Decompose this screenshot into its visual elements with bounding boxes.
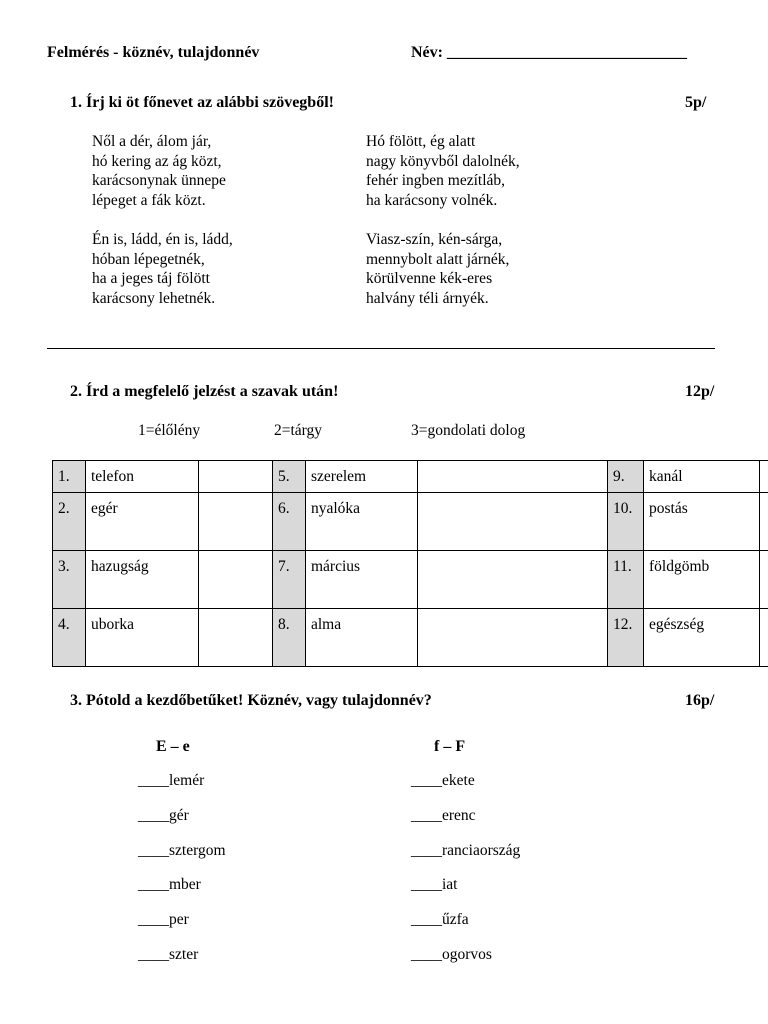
legend-abstract: 3=gondolati dolog [411, 422, 526, 439]
item-number-text: 7. [278, 558, 290, 575]
q1-points: 5p/ [685, 94, 707, 111]
poem-stanza-4 [366, 230, 509, 308]
item-word: hazugság [86, 551, 199, 609]
fill-blank-item[interactable]: ____sztergom [138, 842, 226, 859]
fill-blank-item[interactable]: ____lemér [138, 772, 205, 789]
item-number-text: 6. [278, 500, 290, 517]
table-row [53, 461, 768, 493]
legend-object: 2=tárgy [274, 422, 323, 439]
poem-line: karácsony lehetnék. [92, 289, 216, 307]
poem-line: hó kering az ág közt, [92, 152, 222, 170]
item-word: egészség [644, 609, 760, 667]
item-number [53, 551, 86, 609]
fill-blank-item[interactable]: ____mber [138, 876, 201, 893]
item-number [53, 609, 86, 667]
poem-stanza-1 [92, 132, 226, 210]
item-word: szerelem [306, 461, 418, 493]
item-number [608, 493, 644, 551]
poem-stanza-2 [366, 132, 520, 210]
answer-cell[interactable] [418, 609, 608, 667]
item-word: uborka [86, 609, 199, 667]
answer-line[interactable] [47, 348, 715, 349]
right-column-header: f – F [434, 738, 466, 755]
fill-blank-item[interactable]: ____ranciaország [411, 842, 521, 859]
poem-line: lépeget a fák közt. [92, 191, 206, 209]
item-number-text: 2. [58, 500, 70, 517]
fill-blank-item[interactable]: ____szter [138, 946, 199, 963]
item-number [273, 551, 306, 609]
item-number [53, 493, 86, 551]
item-number-text: 1. [58, 468, 70, 485]
q1-heading: 1. Írj ki öt főnevet az alábbi szövegből! [70, 94, 334, 111]
item-number-text: 10. [613, 500, 633, 517]
item-word: március [306, 551, 418, 609]
table-row [53, 551, 768, 609]
fill-blank-item[interactable]: ____iat [411, 876, 458, 893]
item-number-text: 5. [278, 468, 290, 485]
answer-cell[interactable] [760, 551, 768, 609]
answer-cell[interactable] [199, 609, 273, 667]
item-number [608, 609, 644, 667]
item-word: postás [644, 493, 760, 551]
item-word: telefon [86, 461, 199, 493]
item-word: földgömb [644, 551, 760, 609]
poem-line: Én is, ládd, én is, ládd, [92, 231, 233, 248]
item-number-text: 11. [613, 558, 632, 575]
answer-cell[interactable] [199, 461, 273, 493]
poem-line: nagy könyvből dalolnék, [366, 152, 520, 170]
answer-cell[interactable] [760, 493, 768, 551]
poem-line: karácsonynak ünnepe [92, 172, 226, 189]
q3-heading: 3. Pótold a kezdőbetűket! Köznév, vagy tulajdonnév? [70, 692, 432, 709]
worksheet-title: Felmérés - köznév, tulajdonnév [47, 44, 260, 61]
answer-cell[interactable] [199, 551, 273, 609]
item-number-text: 3. [58, 558, 70, 575]
poem-line: Viasz-szín, kén-sárga, [366, 231, 503, 248]
poem-line: mennybolt alatt járnék, [366, 250, 510, 268]
poem-line: ha karácsony volnék. [366, 191, 498, 209]
poem-line: halvány téli árnyék. [366, 289, 489, 307]
q2-heading: 2. Írd a megfelelő jelzést a szavak után! [70, 383, 339, 400]
item-number-text: 4. [58, 616, 70, 633]
name-field-label: Név: ______________________________ [411, 44, 687, 61]
poem-line: fehér ingben mezítláb, [366, 172, 506, 189]
poem-stanza-3 [92, 230, 233, 308]
fill-blank-item[interactable]: ____ogorvos [411, 946, 492, 963]
item-word: egér [86, 493, 199, 551]
item-number-text: 9. [613, 468, 625, 485]
classification-table [52, 460, 768, 667]
item-number-text: 12. [613, 616, 633, 633]
item-word: kanál [644, 461, 760, 493]
answer-cell[interactable] [418, 461, 608, 493]
item-number [53, 461, 86, 493]
item-number [608, 551, 644, 609]
answer-cell[interactable] [760, 609, 768, 667]
answer-cell[interactable] [418, 551, 608, 609]
left-column-header: E – e [156, 738, 190, 755]
answer-cell[interactable] [199, 493, 273, 551]
fill-blank-item[interactable]: ____űzfa [411, 911, 469, 928]
fill-blank-item[interactable]: ____per [138, 911, 189, 928]
item-word: alma [306, 609, 418, 667]
item-number [273, 493, 306, 551]
poem-line: Nől a dér, álom jár, [92, 133, 212, 150]
answer-cell[interactable] [418, 493, 608, 551]
fill-blank-item[interactable]: ____erenc [411, 807, 476, 824]
fill-blank-item[interactable]: ____ekete [411, 772, 475, 789]
poem-line: hóban lépegetnék, [92, 250, 205, 268]
table-row [53, 609, 768, 667]
poem-line: Hó fölött, ég alatt [366, 133, 476, 150]
table-row [53, 493, 768, 551]
answer-cell[interactable] [760, 461, 768, 493]
item-number [608, 461, 644, 493]
item-number-text: 8. [278, 616, 290, 633]
legend-living: 1=élőlény [138, 422, 201, 439]
item-word: nyalóka [306, 493, 418, 551]
q2-points: 12p/ [685, 383, 715, 400]
item-number [273, 461, 306, 493]
poem-line: ha a jeges táj fölött [92, 270, 210, 287]
item-number [273, 609, 306, 667]
q3-points: 16p/ [685, 692, 715, 709]
poem-line: körülvenne kék-eres [366, 270, 493, 287]
fill-blank-item[interactable]: ____gér [138, 807, 189, 824]
